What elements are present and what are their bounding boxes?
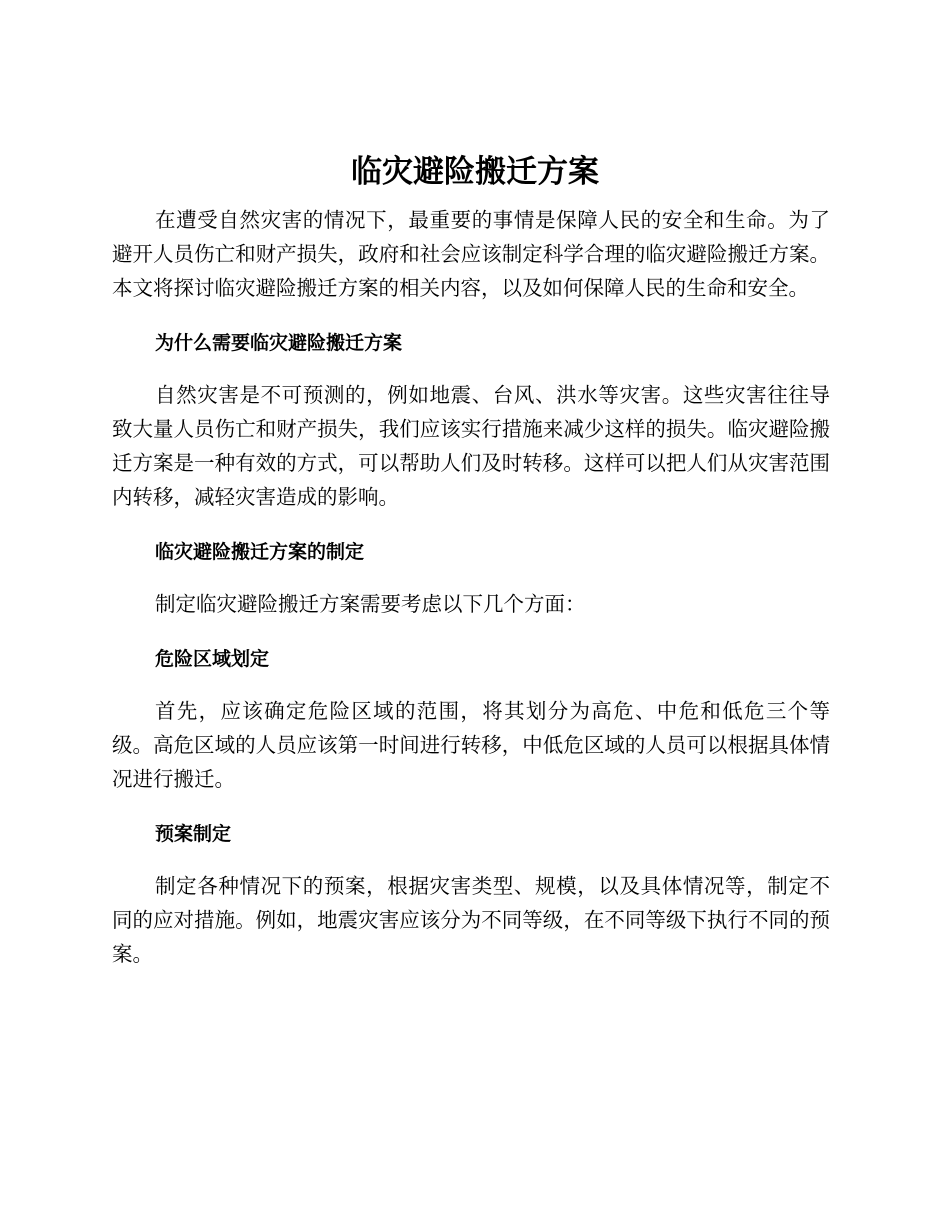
section-heading-contingency: 预案制定 [155, 823, 232, 845]
section-paragraph-why: 自然灾害是不可预测的，例如地震、台风、洪水等灾害。这些灾害往往导致大量人员伤亡和财产损失，我们应该实行措施来减少这样的损失。临灾避险搬迁方案是一种有效的方式，可以帮助人们及时转移。这样可以把人们从灾害范围内转移，减轻灾害造成的影响。 [112, 383, 830, 509]
spacer [112, 796, 830, 817]
document-body [112, 203, 830, 971]
spacer [112, 621, 830, 642]
section-heading-danger-zone: 危险区域划定 [155, 648, 270, 670]
section-paragraph-danger-zone: 首先，应该确定危险区域的范围，将其划分为高危、中危和低危三个等级。高危区域的人员应该第一时间进行转移，中低危区域的人员可以根据具体情况进行搬迁。 [112, 699, 830, 791]
intro-paragraph: 在遭受自然灾害的情况下，最重要的事情是保障人民的安全和生命。为了避开人员伤亡和财产损失，政府和社会应该制定科学合理的临灾避险搬迁方案。本文将探讨临灾避险搬迁方案的相关内容，以及如何保障人民的生命和安全。 [112, 208, 830, 300]
spacer [112, 676, 830, 694]
spacer [112, 851, 830, 869]
document-title: 临灾避险搬迁方案 [351, 154, 599, 190]
spacer [112, 514, 830, 535]
section-paragraph-contingency: 制定各种情况下的预案，根据灾害类型、规模，以及具体情况等，制定不同的应对措施。例如，地震灾害应该分为不同等级，在不同等级下执行不同的预案。 [112, 874, 830, 966]
section-heading-formulation: 临灾避险搬迁方案的制定 [155, 541, 365, 563]
section-heading-why: 为什么需要临灾避险搬迁方案 [155, 332, 403, 354]
section-paragraph-formulation: 制定临灾避险搬迁方案需要考虑以下几个方面： [155, 592, 586, 616]
spacer [112, 569, 830, 587]
spacer [112, 360, 830, 378]
spacer [112, 305, 830, 326]
